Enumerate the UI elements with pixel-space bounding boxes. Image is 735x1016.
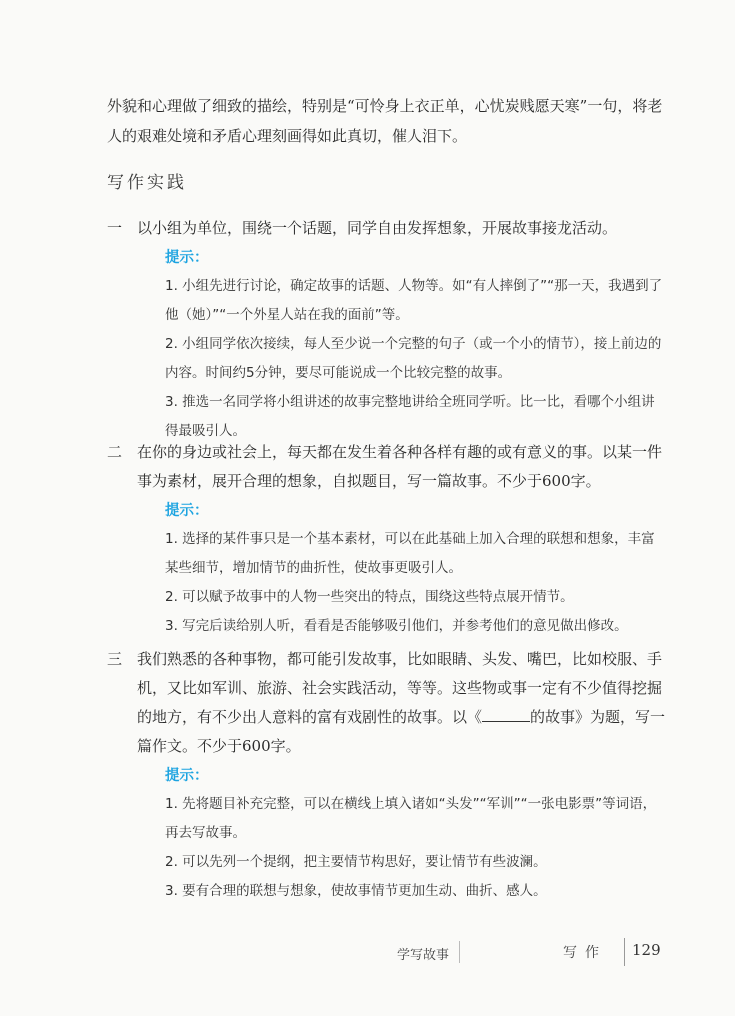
footer-divider xyxy=(459,941,460,963)
tip-item: 1. 选择的某件事只是一个基本素材，可以在此基础上加入合理的联想和想象，丰富某些细节，增加情节的曲折性，使故事更吸引人。 xyxy=(165,531,655,576)
task-number: 一 xyxy=(107,219,123,237)
task-text: 在你的身边或社会上，每天都在发生着各种各样有趣的或有意义的事。以某一件事为素材，展开合理的想象，自拟题目，写一篇故事。不少于600字。 xyxy=(137,443,663,490)
task-text xyxy=(137,645,667,761)
tip-label: 提示： xyxy=(165,767,209,784)
task-1 xyxy=(107,214,667,446)
footer-section: 写作 xyxy=(563,945,607,961)
task-3 xyxy=(107,645,667,906)
tip-item: 1. 先将题目补充完整，可以在横线上填入诸如“头发”“军训”“一张电影票”等词语，再去写故事。 xyxy=(165,796,657,841)
tip-item: 3. 写完后读给别人听，看看是否能够吸引他们，并参考他们的意见做出修改。 xyxy=(165,618,628,634)
tip-label: 提示： xyxy=(165,502,209,519)
tip-item: 3. 要有合理的联想与想象，使故事情节更加生动、曲折、感人。 xyxy=(165,883,547,899)
section-title: 写作实践 xyxy=(107,173,187,193)
intro-paragraph: 外貌和心理做了细致的描绘，特别是“可怜身上衣正单，心忧炭贱愿天寒”一句，将老人的艰难处境和矛盾心理刻画得如此真切，催人泪下。 xyxy=(107,97,663,145)
tip-item: 1. 小组先进行讨论，确定故事的话题、人物等。如“有人摔倒了”“那一天，我遇到了他（她）”“一个外星人站在我的面前”等。 xyxy=(165,278,663,323)
task-text: 以小组为单位，围绕一个话题，同学自由发挥想象，开展故事接龙活动。 xyxy=(137,219,618,237)
tip-item: 2. 小组同学依次接续，每人至少说一个完整的句子（或一个小的情节），接上前边的内容。时间约5分钟，要尽可能说成一个比较完整的故事。 xyxy=(165,336,662,381)
page-number: 129 xyxy=(632,941,661,959)
fill-blank-line xyxy=(482,707,530,722)
task-number: 二 xyxy=(107,443,123,461)
footer-divider xyxy=(624,938,625,966)
footer-chapter: 学写故事 xyxy=(397,948,450,963)
tip-item: 2. 可以先列一个提纲，把主要情节构思好，要让情节有些波澜。 xyxy=(165,854,547,870)
task-number: 三 xyxy=(107,650,123,668)
task-text-after: 的故事》为题，写一篇作文。不少于600字。 xyxy=(137,708,666,755)
task-text-before: 我们熟悉的各种事物，都可能引发故事，比如眼睛、头发、嘴巴，比如校服、手机，又比如军训、旅游、社会实践活动，等等。这些物或事一定有不少值得挖掘的地方，有不少出人意料的富有戏剧性的故事。以《 xyxy=(137,650,663,726)
task-2 xyxy=(107,438,667,641)
tip-label: 提示： xyxy=(165,249,209,266)
tip-item: 2. 可以赋予故事中的人物一些突出的特点，围绕这些特点展开情节。 xyxy=(165,589,574,605)
tip-item: 3. 推选一名同学将小组讲述的故事完整地讲给全班同学听。比一比，看哪个小组讲得最吸引人。 xyxy=(165,394,655,439)
